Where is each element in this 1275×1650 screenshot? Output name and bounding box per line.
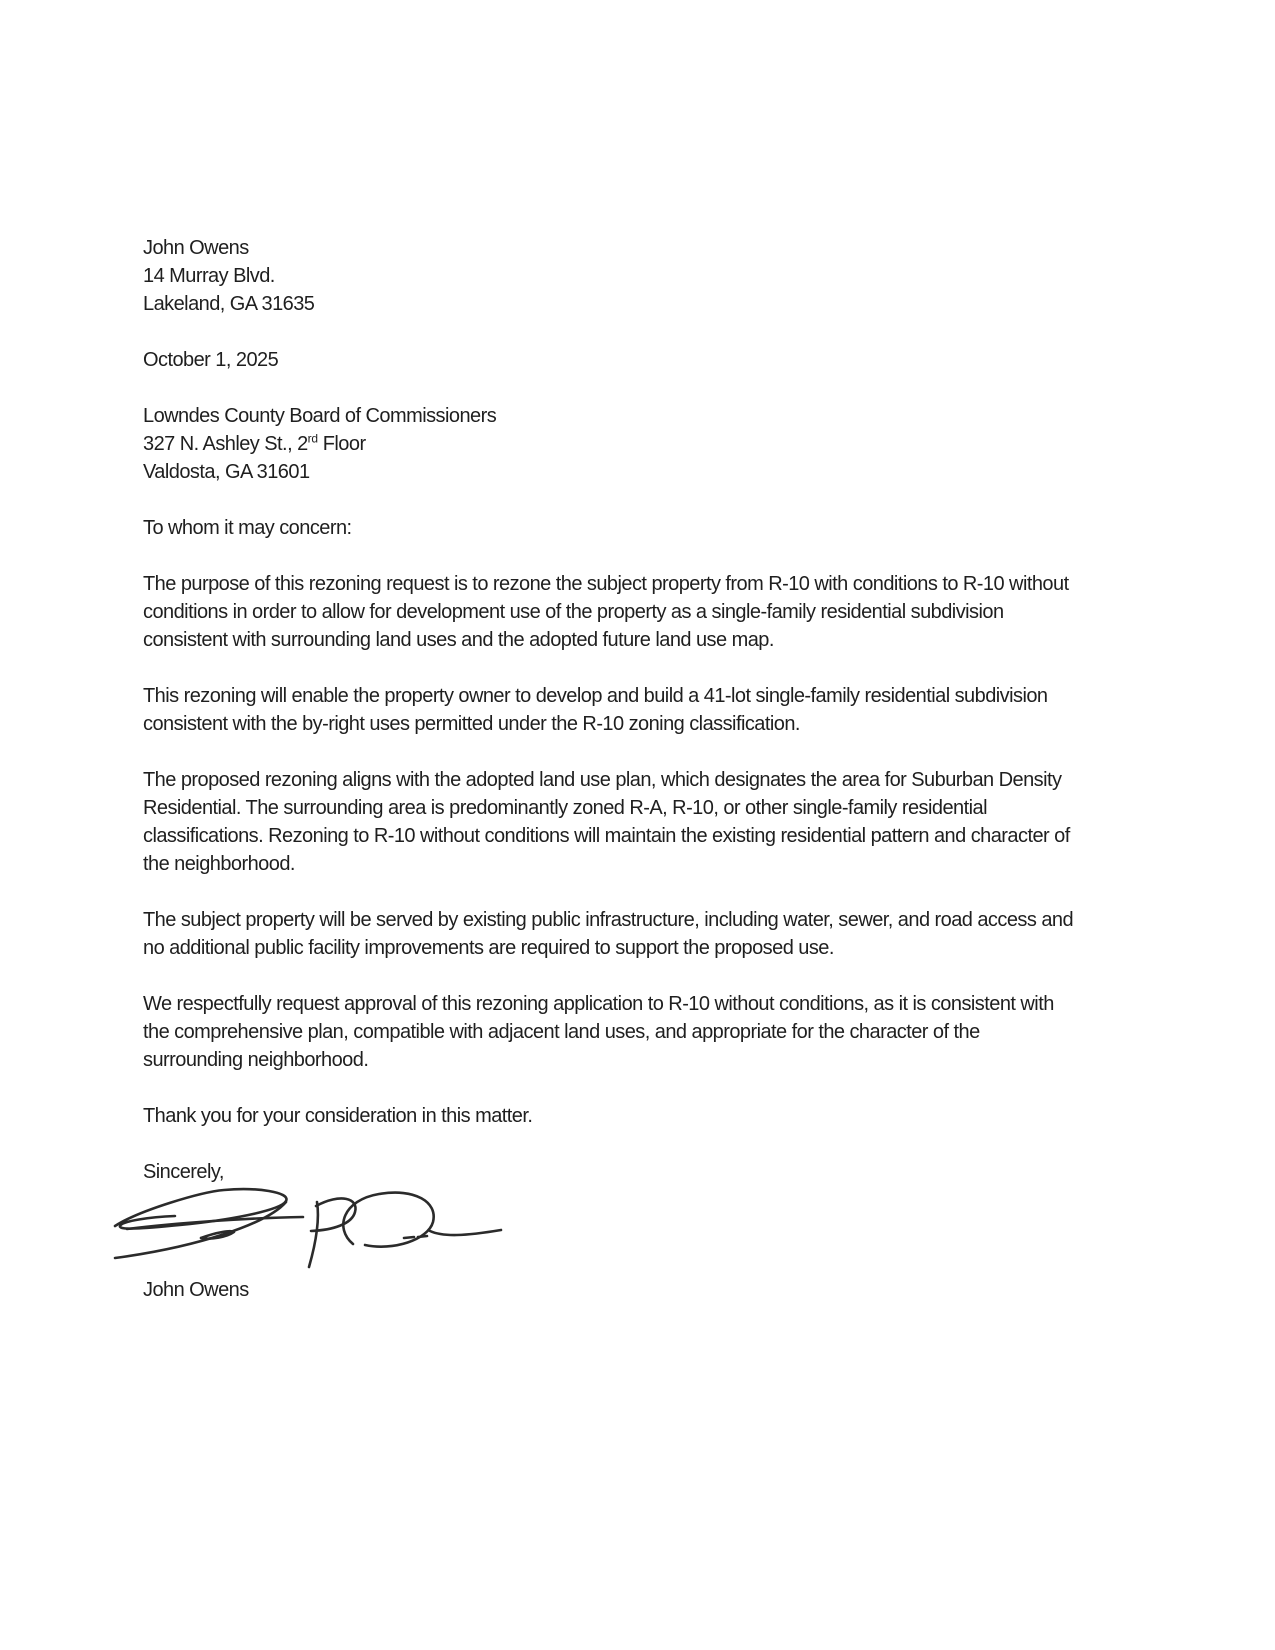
closing-line: Thank you for your consideration in this matter.	[143, 1105, 533, 1127]
signature-stroke-trail	[430, 1230, 501, 1235]
letter-date: October 1, 2025	[143, 349, 279, 371]
sender-name: John Owens	[143, 237, 249, 259]
body-paragraph-5: We respectfully request approval of this rezoning application to R-10 without conditions, as it is consistent with the comprehensive plan, compatible with adjacent land uses, and appropriate for the character of the surrounding neighborhood.	[143, 993, 1054, 1071]
recipient-address-block	[143, 402, 1078, 486]
recipient-city-line: Valdosta, GA 31601	[143, 461, 310, 483]
valediction	[143, 1158, 1078, 1186]
recipient-street-line	[143, 430, 1078, 458]
signature-stroke-dash1	[404, 1237, 414, 1238]
salutation-text: To whom it may concern:	[143, 517, 352, 539]
body-paragraph-2: This rezoning will enable the property owner to develop and build a 41-lot single-family residential subdivision consistent with the by-right uses permitted under the R-10 zoning classification.	[143, 685, 1048, 735]
signature-stroke-tail	[115, 1202, 286, 1258]
signature-stroke-dash2	[418, 1236, 427, 1237]
sender-address-line1: 14 Murray Blvd.	[143, 265, 275, 287]
signature-stroke-o	[343, 1193, 433, 1247]
signature-stroke-p-stem	[309, 1202, 318, 1267]
signer-name-text: John Owens	[143, 1279, 249, 1301]
recipient-street-prefix: 327 N. Ashley St., 2	[143, 433, 308, 455]
signature-block	[105, 1186, 505, 1270]
typed-signature-name	[143, 1276, 1078, 1304]
body-paragraph-4: The subject property will be served by existing public infrastructure, including water, sewer, and road access and no additional public facility improvements are required to support the proposed use.	[143, 909, 1074, 959]
recipient-street-ordinal: rd	[307, 431, 318, 446]
body-paragraph-3: The proposed rezoning aligns with the adopted land use plan, which designates the area for Suburban Density Residential. The surrounding area is predominantly zoned R-A, R-10, or other single-family residential classifications. Rezoning to R-10 without conditions will maintain the existing residential pattern and character of the neighborhood.	[143, 769, 1070, 875]
sender-address-line2: Lakeland, GA 31635	[143, 293, 315, 315]
date-block	[143, 346, 1078, 374]
recipient-name: Lowndes County Board of Commissioners	[143, 405, 497, 427]
handwritten-signature-image	[105, 1186, 505, 1270]
valediction-text: Sincerely,	[143, 1161, 224, 1183]
letter-content	[143, 234, 1078, 1304]
recipient-street-suffix: Floor	[317, 433, 366, 455]
sender-address-block	[143, 234, 1078, 318]
body-paragraph-1: The purpose of this rezoning request is to rezone the subject property from R-10 with conditions to R-10 without conditions in order to allow for development use of the property as a single-family residential subdivision consistent with surrounding land uses and the adopted future land use map.	[143, 573, 1069, 651]
salutation	[143, 514, 1078, 542]
